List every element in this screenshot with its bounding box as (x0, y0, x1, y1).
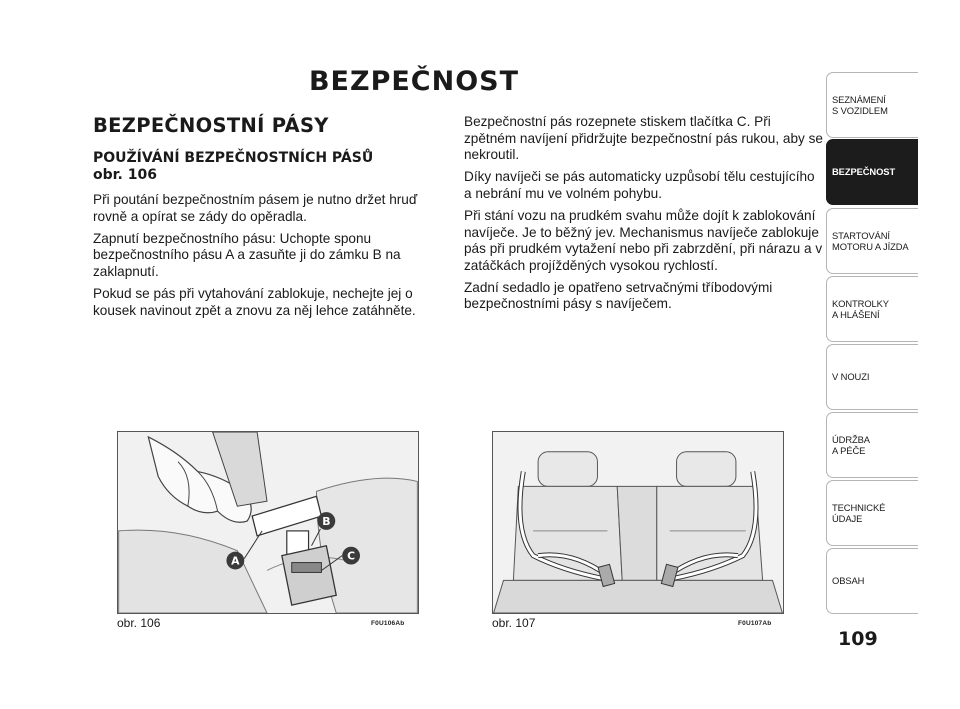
figure-caption-106: obr. 106 (117, 616, 161, 630)
paragraph: Při stání vozu na prudkém svahu může dojít k zablokování navíječe. Je to běžný jev. Mechanismus navíječe zablokuje pás při prudkém vytažení nebo při zabrzdění, při nárazu a v zatáčkách projížděných vysokou rychlostí. (464, 207, 823, 273)
section-heading: BEZPEČNOSTNÍ PÁSY (93, 114, 329, 137)
sub-heading-title: POUŽÍVÁNÍ BEZPEČNOSTNÍCH PÁSŮ (93, 150, 374, 166)
figure-code-107: F0U107Ab (738, 620, 772, 627)
sub-heading-figure-ref: obr. 106 (93, 167, 157, 183)
left-column (93, 192, 443, 325)
paragraph: Díky navíječi se pás automaticky uzpůsobí tělu cestujícího a nebrání mu ve volném pohybu. (464, 169, 815, 201)
nav-tab-obsah[interactable]: OBSAH (826, 548, 918, 614)
paragraph: Pokud se pás při vytahování zablokuje, nechejte jej o kousek navinout zpět a znovu za něj lehce zatáhněte. (93, 285, 416, 318)
label-a: A (231, 554, 240, 568)
figure-code-106: F0U106Ab (371, 620, 405, 627)
page-number: 109 (838, 628, 878, 650)
label-c: C (347, 549, 356, 563)
buckle-drawing (118, 432, 418, 613)
nav-tab-startovani[interactable]: STARTOVÁNÍ MOTORU A JÍZDA (826, 208, 918, 274)
nav-tab-kontrolky[interactable]: KONTROLKY A HLÁŠENÍ (826, 276, 918, 342)
nav-tab-v-nouzi[interactable]: V NOUZI (826, 344, 918, 410)
nav-tab-seznameni[interactable]: SEZNÁMENÍ S VOZIDLEM (826, 72, 918, 138)
nav-tab-udrzba[interactable]: ÚDRŽBA A PÉČE (826, 412, 918, 478)
figure-buckle-illustration (117, 431, 419, 614)
paragraph: Zapnutí bezpečnostního pásu: Uchopte sponu bezpečnostního pásu A a zasuňte ji do zámku B na zaklapnutí. (93, 230, 401, 279)
sub-heading (93, 150, 373, 184)
page-title: BEZPEČNOST (308, 66, 520, 97)
nav-tab-bezpecnost[interactable]: BEZPEČNOST (826, 139, 918, 205)
rear-seat-drawing (493, 432, 783, 613)
paragraph: Při poutání bezpečnostním pásem je nutno držet hruď rovně a opírat se zády do opěradla. (93, 192, 418, 224)
nav-tab-technicke[interactable]: TECHNICKÉ ÚDAJE (826, 480, 918, 546)
figure-rear-seat-belts (492, 431, 784, 614)
right-column (464, 114, 824, 319)
figure-caption-107: obr. 107 (492, 616, 536, 630)
paragraph: Zadní sedadlo je opatřeno setrvačnými tříbodovými bezpečnostními pásy s navíječem. (464, 279, 773, 312)
paragraph: Bezpečnostní pás rozepnete stiskem tlačítka C. Při zpětném navíjení přidržujte bezpečnostní pás rukou, aby se nekroutil. (464, 114, 823, 163)
label-b: B (322, 514, 331, 528)
